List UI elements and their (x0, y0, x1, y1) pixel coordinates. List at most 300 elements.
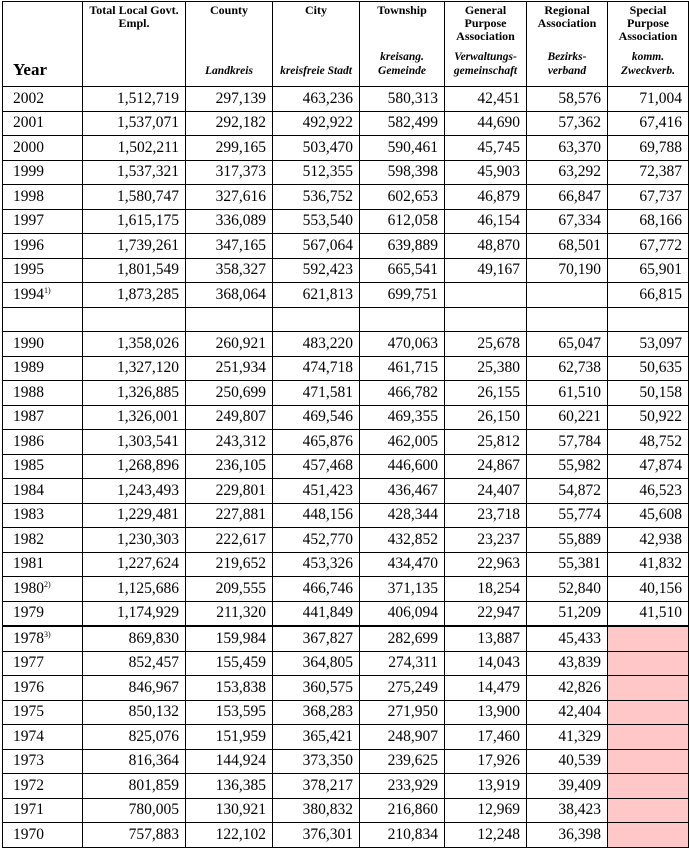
township-cell: 428,344 (360, 503, 445, 528)
year-value: 1977 (13, 654, 44, 672)
year-cell (3, 798, 83, 823)
regional-cell: 52,840 (527, 577, 608, 602)
special-cell: 71,004 (608, 87, 689, 112)
regional-cell: 68,501 (527, 234, 608, 259)
total-cell: 1,326,885 (83, 381, 186, 406)
city-cell: 380,832 (273, 798, 360, 823)
regional-cell: 39,409 (527, 774, 608, 799)
city-cell: 463,236 (273, 87, 360, 112)
special-cell: 68,166 (608, 209, 689, 234)
year-cell (3, 160, 83, 185)
city-cell: 469,546 (273, 405, 360, 430)
special-cell: 67,416 (608, 111, 689, 136)
year-value: 2002 (13, 89, 44, 107)
gpa-cell: 24,407 (445, 479, 527, 504)
regional-cell: 65,047 (527, 332, 608, 357)
regional-cell: 41,329 (527, 725, 608, 750)
regional-cell: 42,404 (527, 700, 608, 725)
regional-cell: 36,398 (527, 823, 608, 848)
special-header-label: Special Purpose Association (618, 3, 678, 43)
special-cell-missing (608, 798, 689, 823)
table-row (3, 160, 689, 185)
gpa-cell: 23,718 (445, 503, 527, 528)
township-header-german: kreisang. Gemeinde (378, 51, 426, 77)
table-row (3, 528, 689, 553)
total-cell: 1,303,541 (83, 430, 186, 455)
table-row (3, 185, 689, 210)
year-value: 1987 (13, 408, 44, 426)
special-cell: 72,387 (608, 160, 689, 185)
total-cell: 1,268,896 (83, 454, 186, 479)
city-cell: 592,423 (273, 258, 360, 283)
city-cell: 448,156 (273, 503, 360, 528)
special-cell: 40,156 (608, 577, 689, 602)
table-row (3, 601, 689, 626)
year-value: 1984 (13, 481, 44, 499)
special-cell: 67,772 (608, 234, 689, 259)
year-value: 1980 (13, 579, 44, 597)
total-cell: 1,537,071 (83, 111, 186, 136)
special-cell: 42,938 (608, 528, 689, 553)
total-cell: 1,873,285 (83, 283, 186, 308)
special-cell: 47,874 (608, 454, 689, 479)
regional-cell: 45,433 (527, 626, 608, 651)
regional-cell (527, 307, 608, 332)
year-cell (3, 725, 83, 750)
township-cell: 432,852 (360, 528, 445, 553)
special-cell-missing (608, 749, 689, 774)
special-cell: 69,788 (608, 136, 689, 161)
city-cell: 621,813 (273, 283, 360, 308)
regional-cell: 67,334 (527, 209, 608, 234)
township-cell: 371,135 (360, 577, 445, 602)
county-cell: 219,652 (186, 552, 273, 577)
special-cell: 65,901 (608, 258, 689, 283)
special-cell-missing (608, 700, 689, 725)
county-header-german: Landkreis (205, 65, 253, 77)
regional-cell: 70,190 (527, 258, 608, 283)
special-cell: 50,635 (608, 356, 689, 381)
township-cell: 275,249 (360, 676, 445, 701)
county-cell: 249,807 (186, 405, 273, 430)
city-cell: 503,470 (273, 136, 360, 161)
year-cell (3, 234, 83, 259)
total-cell: 1,174,929 (83, 601, 186, 626)
gpa-cell: 22,947 (445, 601, 527, 626)
gpa-cell: 49,167 (445, 258, 527, 283)
regional-cell: 51,209 (527, 601, 608, 626)
special-cell: 50,158 (608, 381, 689, 406)
table-row (3, 332, 689, 357)
regional-cell: 55,381 (527, 552, 608, 577)
employment-table (2, 1, 689, 848)
year-value: 1973 (13, 752, 44, 770)
year-value: 1983 (13, 506, 44, 524)
city-cell: 453,326 (273, 552, 360, 577)
table-row (3, 577, 689, 602)
year-value: 1989 (13, 359, 44, 377)
city-header (273, 2, 360, 87)
county-cell: 229,801 (186, 479, 273, 504)
year-value: 1982 (13, 530, 44, 548)
total-cell: 1,512,719 (83, 87, 186, 112)
special-cell-missing (608, 676, 689, 701)
township-cell: 461,715 (360, 356, 445, 381)
special-header (608, 2, 689, 87)
year-value: 1995 (13, 261, 44, 279)
regional-cell: 66,847 (527, 185, 608, 210)
township-cell: 239,625 (360, 749, 445, 774)
gpa-cell: 44,690 (445, 111, 527, 136)
county-cell: 347,165 (186, 234, 273, 259)
city-cell: 360,575 (273, 676, 360, 701)
table-body (3, 87, 689, 848)
year-value: 1999 (13, 163, 44, 181)
city-cell: 492,922 (273, 111, 360, 136)
year-cell (3, 676, 83, 701)
county-cell: 327,616 (186, 185, 273, 210)
gpa-cell: 26,150 (445, 405, 527, 430)
year-value: 1990 (13, 334, 44, 352)
regional-cell: 62,738 (527, 356, 608, 381)
county-cell: 155,459 (186, 651, 273, 676)
gpa-cell: 26,155 (445, 381, 527, 406)
county-cell: 144,924 (186, 749, 273, 774)
year-cell (3, 332, 83, 357)
gpa-cell: 45,745 (445, 136, 527, 161)
year-cell (3, 381, 83, 406)
city-cell: 483,220 (273, 332, 360, 357)
county-cell: 250,699 (186, 381, 273, 406)
township-cell: 446,600 (360, 454, 445, 479)
city-cell: 452,770 (273, 528, 360, 553)
gpa-cell: 23,237 (445, 528, 527, 553)
table-row (3, 725, 689, 750)
table-row (3, 356, 689, 381)
city-header-german: kreisfreie Stadt (280, 65, 352, 77)
year-value: 1996 (13, 236, 44, 254)
year-cell (3, 258, 83, 283)
county-cell: 222,617 (186, 528, 273, 553)
city-cell: 451,423 (273, 479, 360, 504)
special-cell-missing (608, 725, 689, 750)
special-cell: 41,832 (608, 552, 689, 577)
table-row (3, 798, 689, 823)
year-cell (3, 503, 83, 528)
township-header-label: Township (377, 3, 427, 17)
special-cell: 50,922 (608, 405, 689, 430)
regional-cell: 55,774 (527, 503, 608, 528)
county-cell: 136,385 (186, 774, 273, 799)
township-cell: 598,398 (360, 160, 445, 185)
table-row (3, 405, 689, 430)
total-cell: 1,801,549 (83, 258, 186, 283)
city-cell: 365,421 (273, 725, 360, 750)
year-value: 1994 (13, 285, 44, 303)
gpa-cell: 24,867 (445, 454, 527, 479)
special-cell: 67,737 (608, 185, 689, 210)
city-cell: 373,350 (273, 749, 360, 774)
year-cell (3, 479, 83, 504)
total-cell: 1,580,747 (83, 185, 186, 210)
gpa-cell: 42,451 (445, 87, 527, 112)
township-cell: 274,311 (360, 651, 445, 676)
special-cell: 66,815 (608, 283, 689, 308)
county-cell: 227,881 (186, 503, 273, 528)
county-cell: 122,102 (186, 823, 273, 848)
gpa-cell: 18,254 (445, 577, 527, 602)
total-cell: 1,739,261 (83, 234, 186, 259)
table-row (3, 381, 689, 406)
table-row (3, 454, 689, 479)
gpa-cell: 25,380 (445, 356, 527, 381)
county-cell: 251,934 (186, 356, 273, 381)
regional-header-german: Bezirks-verband (547, 51, 587, 77)
table-row (3, 676, 689, 701)
total-cell: 852,457 (83, 651, 186, 676)
special-cell: 53,097 (608, 332, 689, 357)
city-cell: 466,746 (273, 577, 360, 602)
year-value: 1981 (13, 555, 44, 573)
township-cell: 233,929 (360, 774, 445, 799)
table-row (3, 87, 689, 112)
township-cell: 699,751 (360, 283, 445, 308)
total-cell: 1,615,175 (83, 209, 186, 234)
year-cell (3, 87, 83, 112)
township-cell: 639,889 (360, 234, 445, 259)
year-value: 2000 (13, 138, 44, 156)
year-value: 1975 (13, 703, 44, 721)
regional-cell: 57,784 (527, 430, 608, 455)
township-cell: 462,005 (360, 430, 445, 455)
year-cell (3, 209, 83, 234)
special-cell: 45,608 (608, 503, 689, 528)
city-cell: 474,718 (273, 356, 360, 381)
regional-cell: 61,510 (527, 381, 608, 406)
county-cell: 209,555 (186, 577, 273, 602)
total-cell: 1,326,001 (83, 405, 186, 430)
total-header (83, 2, 186, 87)
footnote-marker: 3) (44, 629, 51, 639)
city-cell (273, 307, 360, 332)
table-row (3, 749, 689, 774)
regional-cell: 55,982 (527, 454, 608, 479)
year-value: 2001 (13, 114, 44, 132)
gpa-cell: 14,043 (445, 651, 527, 676)
total-cell: 869,830 (83, 626, 186, 651)
special-cell: 41,510 (608, 601, 689, 626)
total-cell (83, 307, 186, 332)
regional-cell (527, 283, 608, 308)
regional-cell: 63,292 (527, 160, 608, 185)
city-header-label: City (305, 3, 327, 17)
gpa-cell: 22,963 (445, 552, 527, 577)
gpa-cell: 17,926 (445, 749, 527, 774)
table-row (3, 283, 689, 308)
county-cell: 153,838 (186, 676, 273, 701)
year-value: 1985 (13, 457, 44, 475)
total-cell: 816,364 (83, 749, 186, 774)
year-value: 1970 (13, 825, 44, 843)
gpa-cell: 14,479 (445, 676, 527, 701)
county-header-label: County (209, 3, 248, 17)
year-cell (3, 307, 83, 332)
city-cell: 553,540 (273, 209, 360, 234)
special-cell-missing (608, 774, 689, 799)
table-row-gap (3, 307, 689, 332)
city-cell: 441,849 (273, 601, 360, 626)
year-value: 1988 (13, 383, 44, 401)
year-cell (3, 136, 83, 161)
regional-cell: 40,539 (527, 749, 608, 774)
gpa-cell: 17,460 (445, 725, 527, 750)
year-value: 1986 (13, 432, 44, 450)
township-cell: 406,094 (360, 601, 445, 626)
table-header (3, 2, 689, 87)
total-cell: 801,859 (83, 774, 186, 799)
township-cell: 582,499 (360, 111, 445, 136)
regional-cell: 54,872 (527, 479, 608, 504)
year-cell (3, 405, 83, 430)
total-cell: 825,076 (83, 725, 186, 750)
year-cell (3, 601, 83, 626)
regional-cell: 43,839 (527, 651, 608, 676)
year-cell (3, 552, 83, 577)
total-cell: 1,537,321 (83, 160, 186, 185)
township-cell: 434,470 (360, 552, 445, 577)
table-row (3, 552, 689, 577)
county-cell: 260,921 (186, 332, 273, 357)
township-cell: 282,699 (360, 626, 445, 651)
table-row (3, 823, 689, 848)
city-cell: 378,217 (273, 774, 360, 799)
county-cell: 159,984 (186, 626, 273, 651)
county-cell: 299,165 (186, 136, 273, 161)
city-cell: 465,876 (273, 430, 360, 455)
year-value: 1997 (13, 212, 44, 230)
year-value: 1979 (13, 604, 44, 622)
gpa-cell: 25,678 (445, 332, 527, 357)
year-cell (3, 700, 83, 725)
year-cell (3, 454, 83, 479)
city-cell: 364,805 (273, 651, 360, 676)
township-cell: 271,950 (360, 700, 445, 725)
township-cell: 248,907 (360, 725, 445, 750)
special-cell-missing (608, 823, 689, 848)
regional-cell: 58,576 (527, 87, 608, 112)
year-cell (3, 356, 83, 381)
year-cell (3, 528, 83, 553)
county-cell: 317,373 (186, 160, 273, 185)
total-cell: 1,502,211 (83, 136, 186, 161)
township-cell: 470,063 (360, 332, 445, 357)
footnote-marker: 1) (44, 285, 51, 295)
year-value: 1976 (13, 678, 44, 696)
gpa-cell (445, 307, 527, 332)
special-cell-missing (608, 626, 689, 651)
city-cell: 367,827 (273, 626, 360, 651)
county-cell: 336,089 (186, 209, 273, 234)
year-cell (3, 430, 83, 455)
total-cell: 780,005 (83, 798, 186, 823)
table-row (3, 479, 689, 504)
city-cell: 536,752 (273, 185, 360, 210)
gpa-cell: 13,919 (445, 774, 527, 799)
gpa-header-label: General Purpose Association (456, 3, 515, 43)
year-cell (3, 823, 83, 848)
regional-cell: 57,362 (527, 111, 608, 136)
regional-cell: 55,889 (527, 528, 608, 553)
total-cell: 1,230,303 (83, 528, 186, 553)
year-cell (3, 749, 83, 774)
regional-header-label: Regional Association (537, 3, 597, 30)
gpa-cell (445, 283, 527, 308)
table-row (3, 234, 689, 259)
gpa-cell: 46,154 (445, 209, 527, 234)
county-cell (186, 307, 273, 332)
regional-header (527, 2, 608, 87)
special-cell-missing (608, 651, 689, 676)
table-row (3, 700, 689, 725)
table-row (3, 111, 689, 136)
gpa-cell: 25,812 (445, 430, 527, 455)
township-cell: 216,860 (360, 798, 445, 823)
regional-cell: 38,423 (527, 798, 608, 823)
year-cell (3, 626, 83, 651)
city-cell: 512,355 (273, 160, 360, 185)
gpa-header-german: Verwaltungs-gemeinschaft (453, 51, 518, 77)
year-cell (3, 774, 83, 799)
county-header (186, 2, 273, 87)
city-cell: 457,468 (273, 454, 360, 479)
table-row (3, 258, 689, 283)
total-cell: 1,125,686 (83, 577, 186, 602)
county-cell: 297,139 (186, 87, 273, 112)
table-row (3, 651, 689, 676)
year-value: 1978 (13, 629, 44, 647)
gpa-cell: 12,248 (445, 823, 527, 848)
year-cell (3, 111, 83, 136)
gpa-cell: 13,887 (445, 626, 527, 651)
county-cell: 358,327 (186, 258, 273, 283)
total-header-label: Total Local Govt. Empl. (89, 3, 179, 30)
city-cell: 376,301 (273, 823, 360, 848)
special-header-german: komm. Zweckverb. (621, 51, 675, 77)
township-cell (360, 307, 445, 332)
total-cell: 1,358,026 (83, 332, 186, 357)
year-value: 1974 (13, 727, 44, 745)
year-cell (3, 185, 83, 210)
table-row (3, 503, 689, 528)
special-cell (608, 307, 689, 332)
total-cell: 850,132 (83, 700, 186, 725)
township-header (360, 2, 445, 87)
county-cell: 243,312 (186, 430, 273, 455)
year-value: 1998 (13, 187, 44, 205)
total-cell: 1,227,624 (83, 552, 186, 577)
regional-cell: 60,221 (527, 405, 608, 430)
township-cell: 590,461 (360, 136, 445, 161)
year-cell (3, 283, 83, 308)
city-cell: 368,283 (273, 700, 360, 725)
township-cell: 436,467 (360, 479, 445, 504)
table-row (3, 136, 689, 161)
total-cell: 757,883 (83, 823, 186, 848)
county-cell: 153,595 (186, 700, 273, 725)
township-cell: 602,653 (360, 185, 445, 210)
county-cell: 236,105 (186, 454, 273, 479)
total-cell: 1,243,493 (83, 479, 186, 504)
